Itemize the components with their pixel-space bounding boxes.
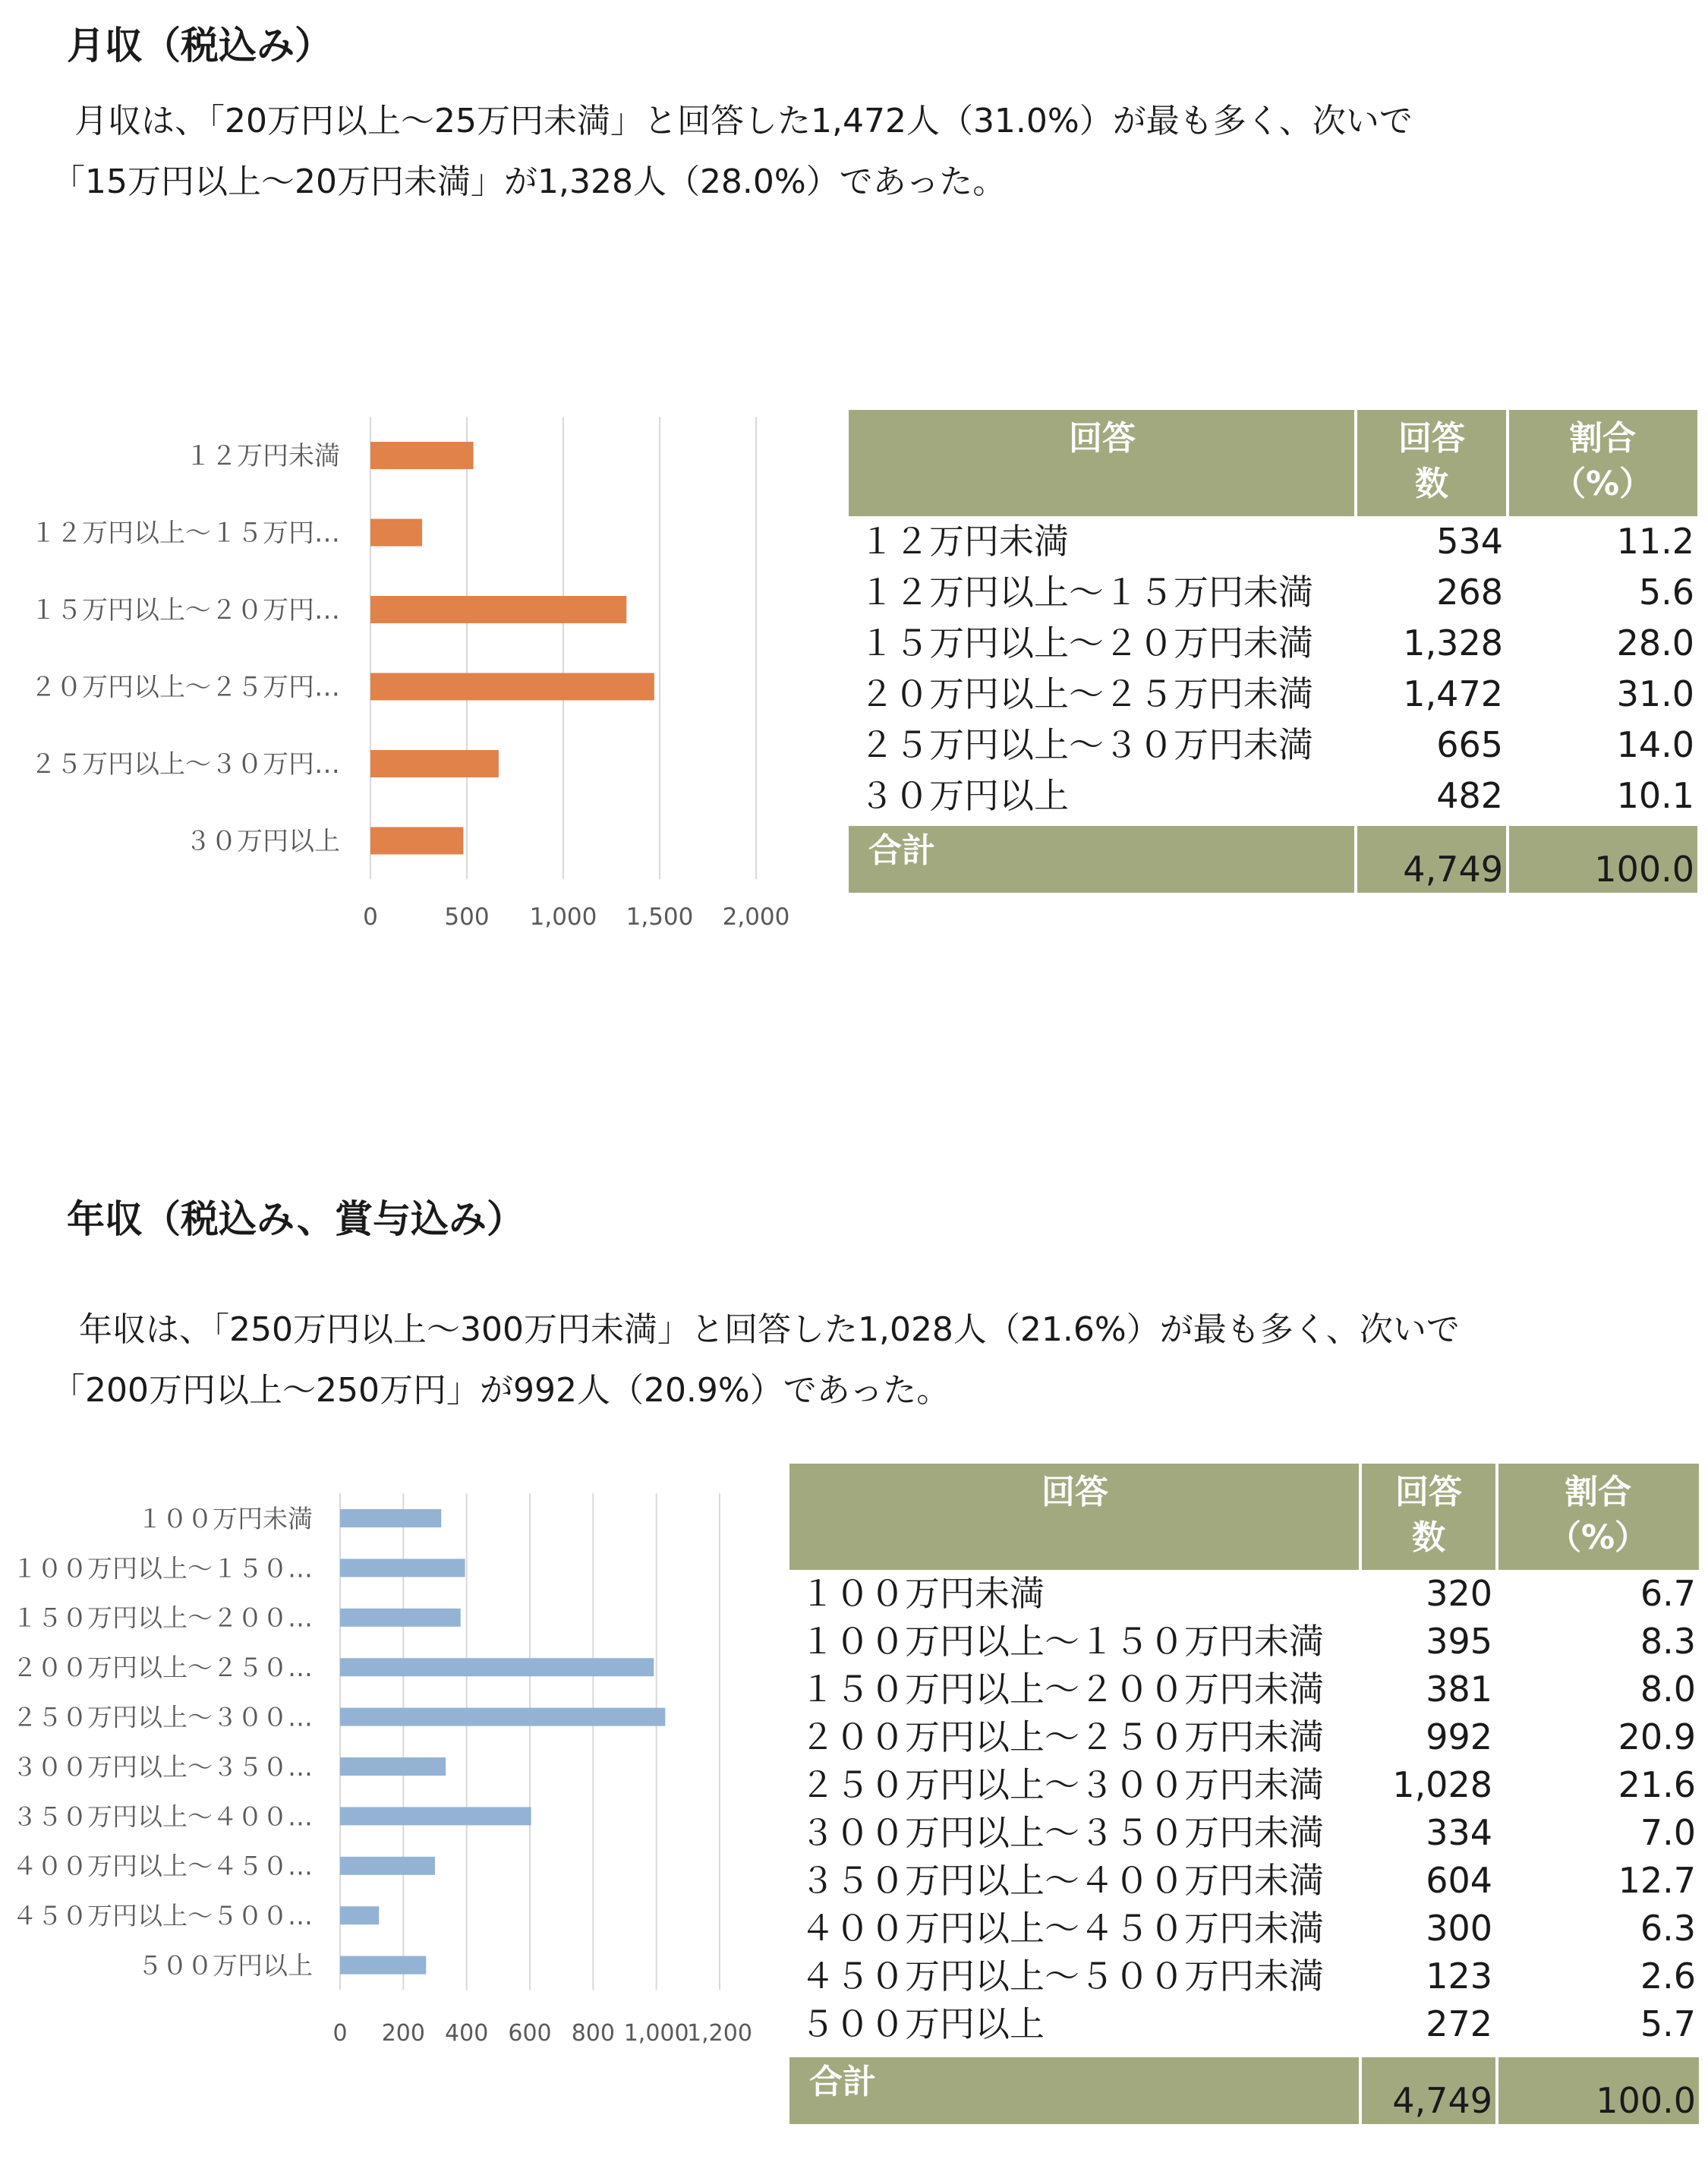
row-label: １００万円以上～１５０万円未満 (800, 1621, 1324, 1662)
column-divider (1506, 410, 1509, 516)
category-label: ３００万円以上～３５０… (12, 1751, 313, 1782)
row-count: 665 (1436, 724, 1503, 765)
row-label: ３０万円以上 (859, 775, 1069, 816)
column-divider (1506, 826, 1509, 893)
row-percent: 21.6 (1618, 1764, 1696, 1805)
table-row (789, 1761, 1699, 1809)
table-total-row (789, 2057, 1699, 2124)
category-label: ２５万円以上～３０万円… (30, 749, 340, 780)
bar (370, 519, 422, 547)
row-count: 534 (1436, 521, 1503, 562)
total-label: 合計 (809, 2063, 876, 2101)
row-label: ２５万円以上～３０万円未満 (859, 724, 1313, 765)
section1-text-line2: 「15万円以上～20万円未満」が1,328人（28.0%）であった。 (52, 162, 1007, 201)
row-percent: 11.2 (1616, 521, 1694, 562)
table-row (849, 516, 1697, 567)
bar (340, 1956, 426, 1975)
category-label: １００万円以上～１５０… (12, 1553, 313, 1584)
category-label: １５万円以上～２０万円… (30, 595, 340, 626)
bar (340, 1857, 435, 1875)
table-row (789, 1618, 1699, 1666)
bar (340, 1509, 441, 1527)
column-divider (1495, 1464, 1498, 1570)
table-row (789, 1857, 1699, 1905)
row-percent: 8.3 (1640, 1621, 1696, 1662)
table-row (789, 1570, 1699, 1618)
category-label: ３５０万円以上～４００… (12, 1801, 313, 1832)
total-percent: 100.0 (1596, 2080, 1696, 2121)
bar (340, 1708, 665, 1726)
section2-text-line2: 「200万円以上～250万円」が992人（20.9%）であった。 (52, 1371, 950, 1410)
table-row (789, 1953, 1699, 2000)
row-label: ４００万円以上～４５０万円未満 (800, 1908, 1324, 1949)
section2-description (52, 1300, 1460, 1421)
category-label: ４００万円以上～４５０… (12, 1851, 313, 1881)
monthly-income-table (849, 410, 1697, 896)
row-percent: 5.7 (1640, 2003, 1696, 2044)
section1-description (52, 91, 1413, 213)
row-percent: 6.7 (1640, 1573, 1696, 1614)
row-count: 381 (1426, 1669, 1492, 1710)
column-header: 回答 (1069, 419, 1136, 458)
table-row (849, 771, 1697, 821)
section2-heading: 年収（税込み、賞与込み） (67, 1197, 525, 1241)
row-count: 482 (1436, 775, 1503, 816)
row-count: 1,472 (1403, 673, 1503, 714)
row-count: 334 (1426, 1812, 1492, 1853)
category-label: ２００万円以上～２５０… (12, 1653, 313, 1683)
column-header: 割合 （%） (1552, 419, 1653, 503)
row-percent: 5.6 (1638, 572, 1694, 613)
column-divider (1495, 2057, 1498, 2124)
row-label: １５万円以上～２０万円未満 (859, 622, 1313, 663)
row-label: ２５０万円以上～３００万円未満 (800, 1764, 1324, 1805)
row-label: ３５０万円以上～４００万円未満 (800, 1860, 1324, 1901)
category-label: １２万円以上～１５万円… (30, 518, 340, 549)
x-tick-label: 2,000 (722, 903, 790, 931)
section1-text-line1: 月収は、「20万円以上～25万円未満」と回答した1,472人（31.0%）が最も多く、次いで (74, 102, 1413, 140)
row-count: 1,328 (1403, 622, 1503, 663)
table-header (849, 410, 1697, 516)
bar (370, 673, 654, 701)
row-percent: 6.3 (1640, 1908, 1696, 1949)
row-percent: 31.0 (1616, 673, 1694, 714)
table-row (789, 1666, 1699, 1713)
row-count: 992 (1426, 1716, 1492, 1757)
table-row (789, 1713, 1699, 1761)
bar (340, 1658, 654, 1676)
table-row (849, 669, 1697, 720)
row-label: １２万円未満 (859, 521, 1069, 562)
bar (340, 1609, 461, 1627)
row-label: ２０万円以上～２５万円未満 (859, 673, 1313, 714)
row-percent: 14.0 (1616, 724, 1694, 765)
column-header: 回答 数 (1398, 419, 1465, 503)
category-label: ２０万円以上～２５万円… (30, 672, 340, 703)
row-count: 123 (1426, 1956, 1492, 1997)
row-count: 320 (1426, 1573, 1492, 1614)
total-count: 4,749 (1403, 849, 1503, 890)
total-label: 合計 (868, 831, 935, 870)
bar (340, 1906, 379, 1924)
x-tick-label: 1,200 (687, 2020, 752, 2047)
table-row (849, 567, 1697, 618)
table-row (849, 618, 1697, 669)
row-count: 300 (1426, 1908, 1492, 1949)
row-label: ５００万円以上 (800, 2003, 1045, 2044)
section2-text-line1: 年収は、「250万円以上～300万円未満」と回答した1,028人（21.6%）が最も多く、次いで (79, 1310, 1460, 1349)
row-count: 604 (1426, 1860, 1492, 1901)
row-percent: 7.0 (1640, 1812, 1696, 1853)
table-row (789, 1809, 1699, 1857)
table-row (849, 720, 1697, 771)
bar (370, 750, 499, 777)
column-divider (1354, 410, 1357, 516)
total-count: 4,749 (1392, 2080, 1492, 2121)
total-percent: 100.0 (1594, 849, 1694, 890)
category-label: ５００万円以上 (137, 1950, 313, 1981)
annual-income-bar-chart (0, 1488, 789, 2065)
row-percent: 8.0 (1640, 1669, 1696, 1710)
x-tick-label: 200 (381, 2020, 425, 2047)
category-label: １５０万円以上～２００… (12, 1603, 313, 1633)
row-label: ３００万円以上～３５０万円未満 (800, 1812, 1324, 1853)
category-label: ３０万円以上 (185, 826, 340, 857)
bar (370, 596, 626, 623)
x-tick-label: 1,000 (529, 903, 597, 931)
row-percent: 28.0 (1616, 622, 1694, 663)
row-percent: 20.9 (1618, 1716, 1696, 1757)
column-divider (1359, 2057, 1362, 2124)
section1-heading: 月収（税込み） (67, 24, 332, 68)
row-label: １５０万円以上～２００万円未満 (800, 1669, 1324, 1710)
category-label: ２５０万円以上～３００… (12, 1702, 313, 1732)
category-label: １２万円未満 (185, 441, 340, 472)
row-percent: 10.1 (1616, 775, 1694, 816)
row-label: １２万円以上～１５万円未満 (859, 572, 1313, 613)
row-percent: 12.7 (1618, 1860, 1696, 1901)
x-tick-label: 0 (332, 2020, 348, 2047)
category-label: １００万円未満 (137, 1503, 313, 1533)
bar (370, 442, 474, 469)
table-header (789, 1464, 1699, 1570)
x-tick-label: 1,500 (626, 903, 694, 931)
row-count: 1,028 (1392, 1764, 1492, 1805)
row-count: 268 (1436, 572, 1503, 613)
column-header: 割合 （%） (1547, 1473, 1649, 1557)
x-tick-label: 400 (445, 2020, 489, 2047)
table-row (789, 2000, 1699, 2048)
row-percent: 2.6 (1640, 1956, 1696, 1997)
bar (340, 1757, 446, 1776)
row-label: ２００万円以上～２５０万円未満 (800, 1716, 1324, 1757)
column-divider (1359, 1464, 1362, 1570)
column-header: 回答 (1042, 1473, 1108, 1511)
annual-income-table (789, 1464, 1699, 2132)
category-label: ４５０万円以上～５００… (12, 1901, 313, 1931)
x-tick-label: 800 (571, 2020, 615, 2047)
x-tick-label: 1,000 (623, 2020, 689, 2047)
row-label: １００万円未満 (800, 1573, 1045, 1614)
column-divider (1354, 826, 1357, 893)
x-tick-label: 600 (508, 2020, 552, 2047)
monthly-income-bar-chart (0, 395, 827, 957)
row-label: ４５０万円以上～５００万円未満 (800, 1956, 1324, 1997)
row-count: 395 (1426, 1621, 1492, 1662)
bar (340, 1559, 465, 1577)
x-tick-label: 500 (444, 903, 490, 931)
table-total-row (849, 826, 1697, 893)
table-row (789, 1905, 1699, 1953)
bar (370, 827, 463, 855)
bar (340, 1807, 531, 1825)
x-tick-label: 0 (363, 903, 378, 931)
row-count: 272 (1426, 2003, 1492, 2044)
column-header: 回答 数 (1395, 1473, 1462, 1557)
